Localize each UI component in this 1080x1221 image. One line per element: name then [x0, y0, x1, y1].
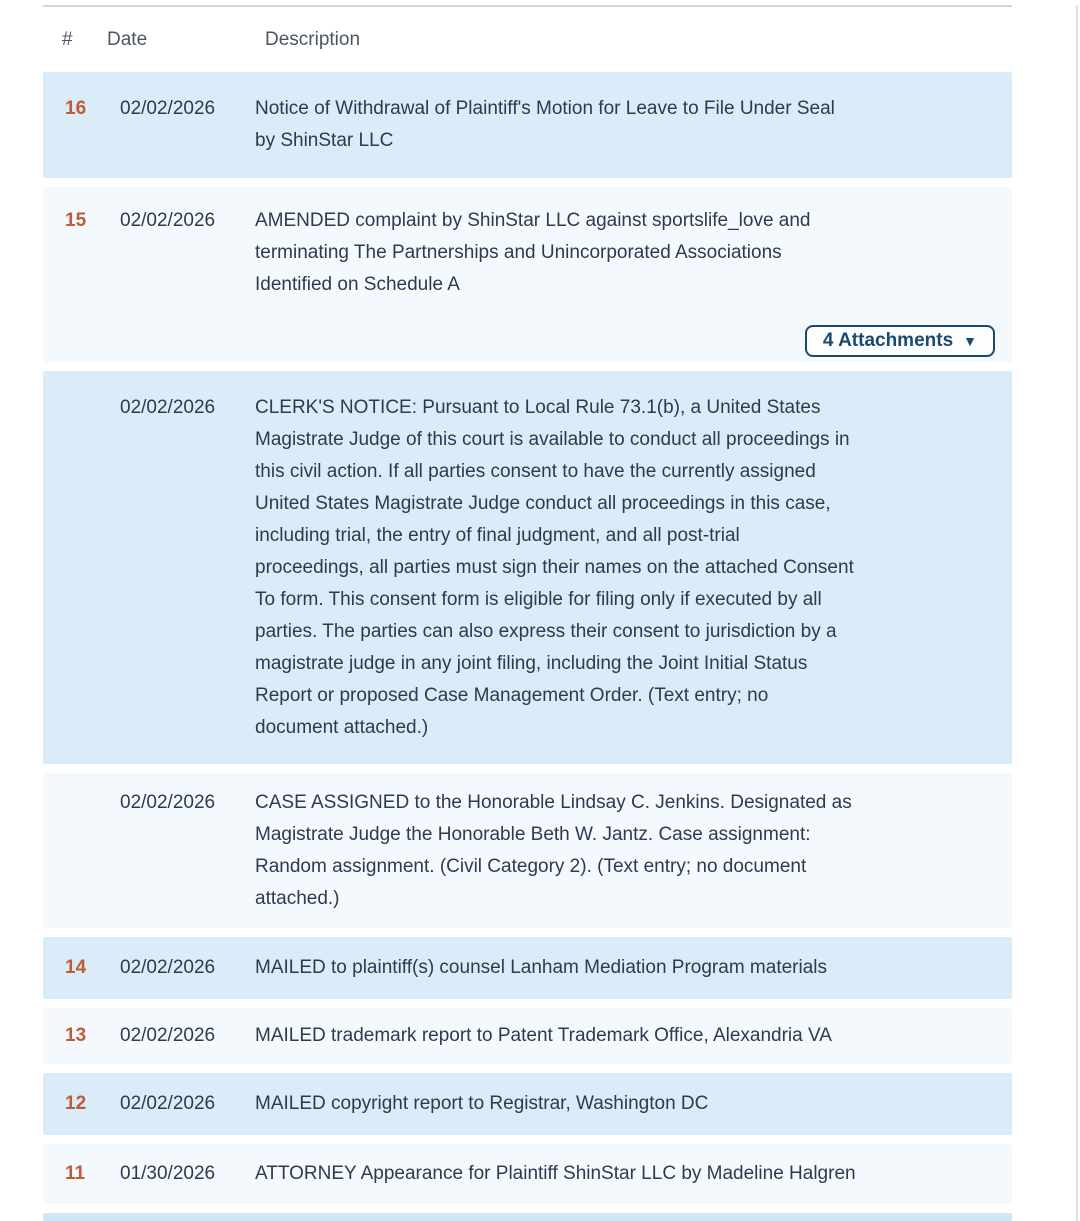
- description-line: MAILED copyright report to Registrar, Washington DC: [255, 1093, 709, 1114]
- docket-entry-date: 02/02/2026: [120, 210, 216, 231]
- description-line: proceedings, all parties must sign their names on the attached Consent: [255, 557, 854, 578]
- docket-row: [43, 773, 1012, 928]
- docket-entry-number[interactable]: 12: [65, 1093, 87, 1114]
- docket-row: [43, 187, 1012, 362]
- description-line: document attached.): [255, 717, 429, 738]
- docket-entry-description: [255, 787, 1012, 915]
- docket-entry-description: [255, 1088, 1012, 1120]
- partial-next-row: [43, 1213, 1012, 1221]
- docket-entry-date: 02/02/2026: [120, 397, 216, 418]
- description-line: CLERK'S NOTICE: Pursuant to Local Rule 73.1(b), a United States: [255, 397, 821, 418]
- column-header-date: Date: [107, 28, 148, 50]
- description-line: parties. The parties can also express their consent to jurisdiction by a: [255, 621, 837, 642]
- docket-entry-description: [255, 205, 1012, 357]
- docket-row: [43, 371, 1012, 764]
- description-line: this civil action. If all parties consent to have the currently assigned: [255, 461, 816, 482]
- docket-container: [43, 5, 1012, 1221]
- description-line: To form. This consent form is eligible for filing only if executed by all: [255, 589, 822, 610]
- docket-entry-number[interactable]: 11: [65, 1163, 86, 1184]
- docket-entry-number: [43, 392, 120, 744]
- docket-entry-date: 02/02/2026: [120, 1093, 216, 1114]
- docket-entry-description: [255, 93, 1012, 157]
- description-line: Magistrate Judge of this court is available to conduct all proceedings in: [255, 429, 850, 450]
- description-line: United States Magistrate Judge conduct all proceedings in this case,: [255, 493, 831, 514]
- docket-entry-date: 02/02/2026: [120, 1025, 216, 1046]
- description-line: by ShinStar LLC: [255, 130, 394, 151]
- description-line: MAILED to plaintiff(s) counsel Lanham Mediation Program materials: [255, 957, 828, 978]
- docket-entry-number[interactable]: 15: [65, 210, 87, 231]
- docket-entry-date: 02/02/2026: [120, 98, 216, 119]
- column-header-description: Description: [265, 28, 361, 50]
- description-line: Notice of Withdrawal of Plaintiff's Motion for Leave to File Under Seal: [255, 98, 835, 119]
- description-line: Identified on Schedule A: [255, 274, 460, 295]
- description-line: Report or proposed Case Management Order. (Text entry; no: [255, 685, 769, 706]
- docket-table: [43, 72, 1012, 1221]
- docket-entry-date: 01/30/2026: [120, 1163, 216, 1184]
- description-line: attached.): [255, 888, 340, 909]
- description-line: Random assignment. (Civil Category 2). (Text entry; no document: [255, 856, 807, 877]
- docket-row: [43, 1144, 1012, 1204]
- description-line: ATTORNEY Appearance for Plaintiff ShinStar LLC by Madeline Halgren: [255, 1163, 856, 1184]
- description-line: MAILED trademark report to Patent Trademark Office, Alexandria VA: [255, 1025, 832, 1046]
- description-line: AMENDED complaint by ShinStar LLC against sportslife_love and: [255, 210, 811, 231]
- description-line: CASE ASSIGNED to the Honorable Lindsay C. Jenkins. Designated as: [255, 792, 852, 813]
- attachments-button-label: 4 Attachments: [822, 330, 954, 351]
- attachments-button[interactable]: [805, 325, 995, 357]
- description-line: terminating The Partnerships and Unincorporated Associations: [255, 242, 782, 263]
- column-header-number: #: [62, 28, 73, 50]
- docket-entry-description: [255, 1020, 1012, 1052]
- docket-entry-date: 02/02/2026: [120, 792, 216, 813]
- docket-header-row: [43, 7, 1012, 72]
- docket-entry-number: [43, 787, 120, 915]
- docket-entry-date: 02/02/2026: [120, 957, 216, 978]
- docket-row: [43, 1008, 1012, 1064]
- description-line: magistrate judge in any joint filing, including the Joint Initial Status: [255, 653, 808, 674]
- docket-entry-description: [255, 392, 1012, 744]
- docket-entry-description: [255, 1158, 1012, 1190]
- docket-row: [43, 1073, 1012, 1135]
- attachments-button-wrap: [255, 325, 995, 357]
- docket-entry-number[interactable]: 13: [65, 1025, 87, 1046]
- docket-row: [43, 72, 1012, 178]
- description-line: including trial, the entry of final judgment, and all post-trial: [255, 525, 740, 546]
- container-right-border: [1076, 5, 1078, 1221]
- docket-row: [43, 937, 1012, 999]
- docket-entry-description: [255, 952, 1012, 984]
- docket-entry-number[interactable]: 14: [65, 957, 87, 978]
- description-line: Magistrate Judge the Honorable Beth W. Jantz. Case assignment:: [255, 824, 811, 845]
- docket-entry-number[interactable]: 16: [65, 98, 87, 119]
- chevron-down-icon: ▼: [963, 333, 977, 349]
